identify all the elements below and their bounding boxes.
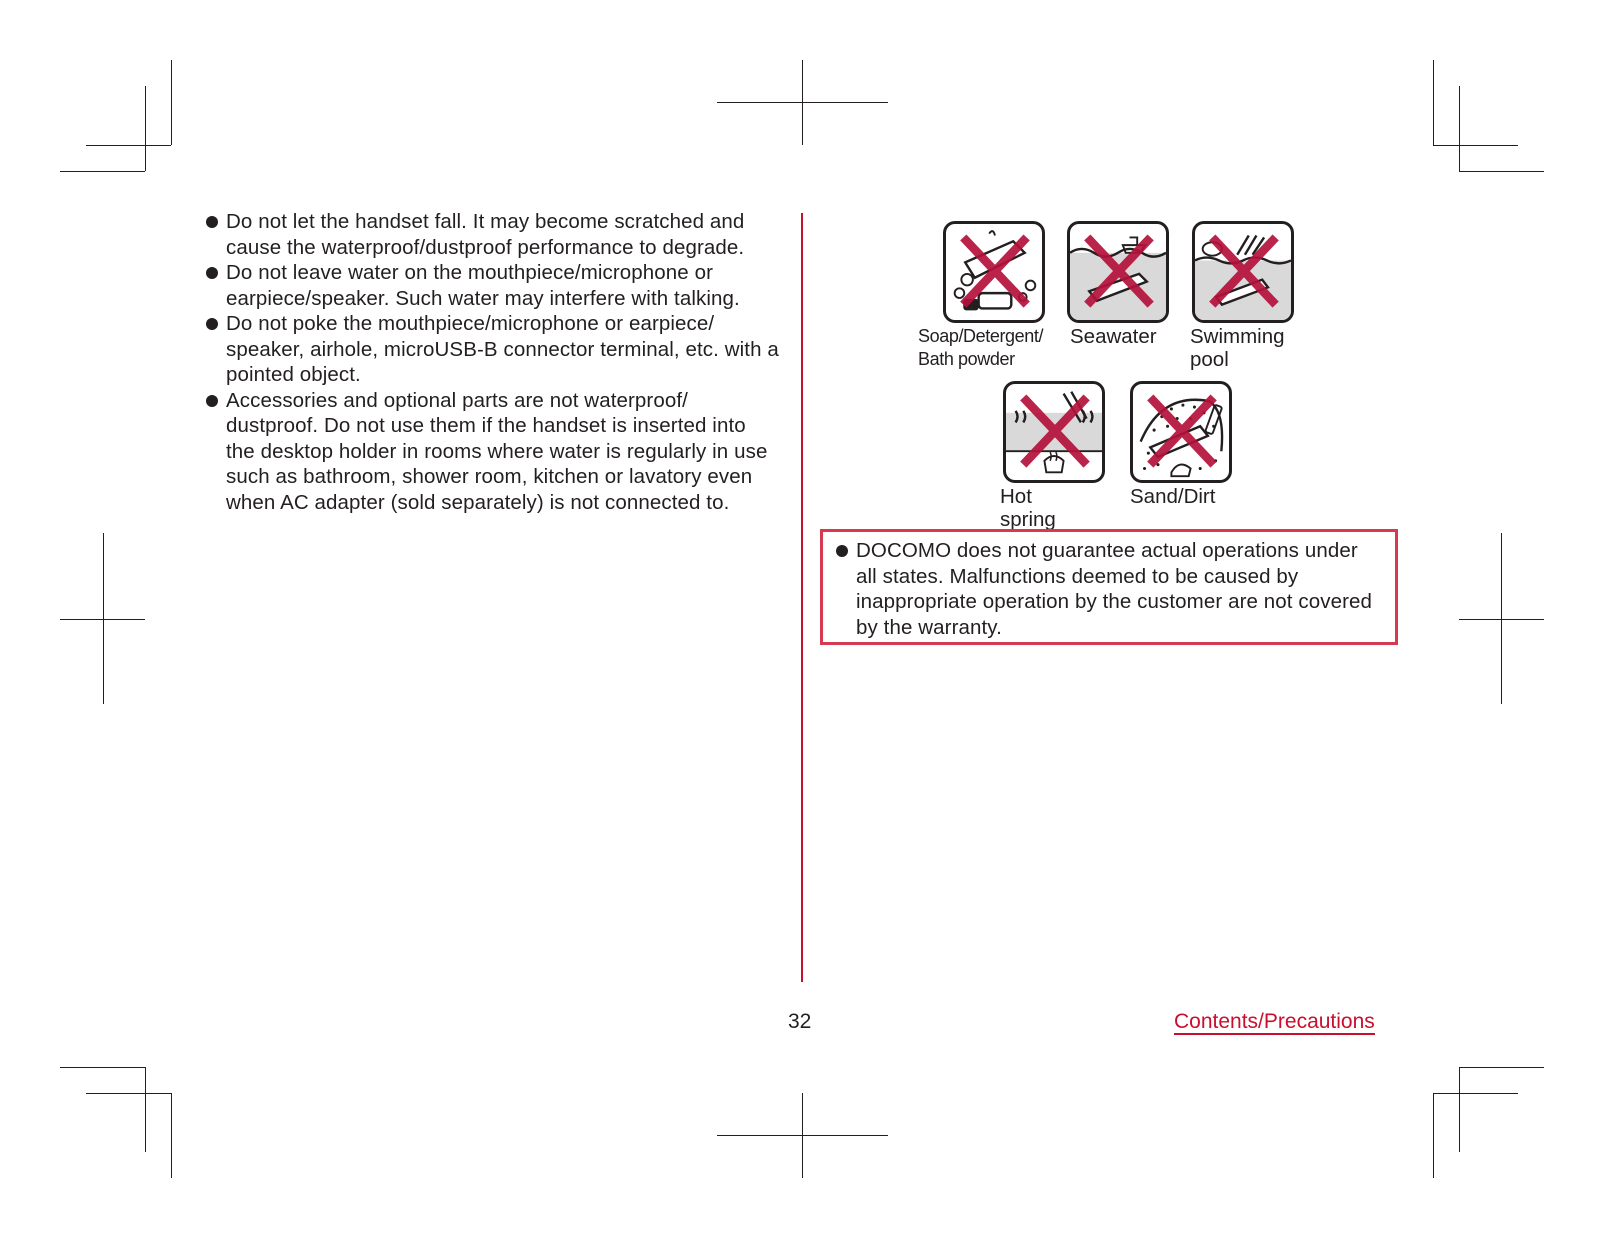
list-item: [205, 311, 780, 388]
crop-mark: [1459, 619, 1544, 620]
crop-mark: [145, 86, 146, 171]
icon-label: Seawater: [1070, 325, 1157, 348]
crop-mark: [1459, 86, 1460, 171]
crop-mark: [717, 1135, 888, 1136]
crop-mark: [60, 1067, 145, 1068]
notice-text: DOCOMO does not guarantee actual operations under all states. Malfunctions deemed to be caused by inappropriate operation by the customer are not covered by the warranty.: [856, 539, 1373, 639]
crop-mark: [1433, 145, 1518, 146]
crop-mark: [717, 102, 888, 103]
column-divider: [801, 213, 803, 982]
list-item-text: Do not leave water on the mouthpiece/microphone or earpiece/speaker. Such water may interfere with talking.: [226, 261, 740, 310]
list-item-text: Do not poke the mouthpiece/microphone or earpiece/ speaker, airhole, microUSB-B connector terminal, etc. with a pointed object.: [226, 312, 779, 386]
swimming-pool-prohibited-icon: [1192, 221, 1294, 323]
soap-prohibited-icon: [943, 221, 1045, 323]
page-number: 32: [788, 1010, 812, 1033]
icon-label: Soap/Detergent/ Bath powder: [918, 326, 1044, 369]
crop-mark: [86, 145, 171, 146]
icon-label: Sand/Dirt: [1130, 485, 1216, 508]
list-item-text: Accessories and optional parts are not waterproof/ dustproof. Do not use them if the handset is inserted into the desktop holder in rooms where water is regularly in use such as bathroom, shower room, kitchen or lavatory even when AC adapter (sold separately) is not connected to.: [226, 388, 768, 514]
hot-spring-prohibited-icon: [1003, 381, 1105, 483]
crop-mark: [1459, 1067, 1544, 1068]
crop-mark: [171, 60, 172, 145]
list-item: [835, 538, 1383, 640]
crop-mark: [60, 171, 145, 172]
crop-mark: [1459, 171, 1544, 172]
list-item: [205, 260, 780, 311]
crop-mark: [171, 1093, 172, 1178]
contents-precautions-link[interactable]: Contents/Precautions: [1174, 1010, 1375, 1033]
bullet-icon: [206, 216, 218, 228]
seawater-prohibited-icon: [1067, 221, 1169, 323]
list-item: [205, 209, 780, 260]
list-item-text: Do not let the handset fall. It may become scratched and cause the waterproof/dustproof performance to degrade.: [226, 210, 745, 259]
crop-mark: [86, 1093, 171, 1094]
list-item: [205, 388, 780, 516]
crop-mark: [1459, 1067, 1460, 1152]
bullet-icon: [206, 267, 218, 279]
crop-mark: [1433, 1093, 1518, 1094]
bullet-icon: [206, 318, 218, 330]
icon-label: Hot spring: [1000, 485, 1056, 531]
warranty-notice-box: [820, 529, 1398, 645]
crop-mark: [60, 619, 145, 620]
bullet-icon: [206, 395, 218, 407]
precautions-list: [205, 209, 780, 515]
sand-dirt-prohibited-icon: [1130, 381, 1232, 483]
crop-mark: [1433, 1093, 1434, 1178]
crop-mark: [145, 1067, 146, 1152]
bullet-icon: [836, 545, 848, 557]
icon-label: Swimming pool: [1190, 325, 1285, 371]
crop-mark: [1433, 60, 1434, 145]
